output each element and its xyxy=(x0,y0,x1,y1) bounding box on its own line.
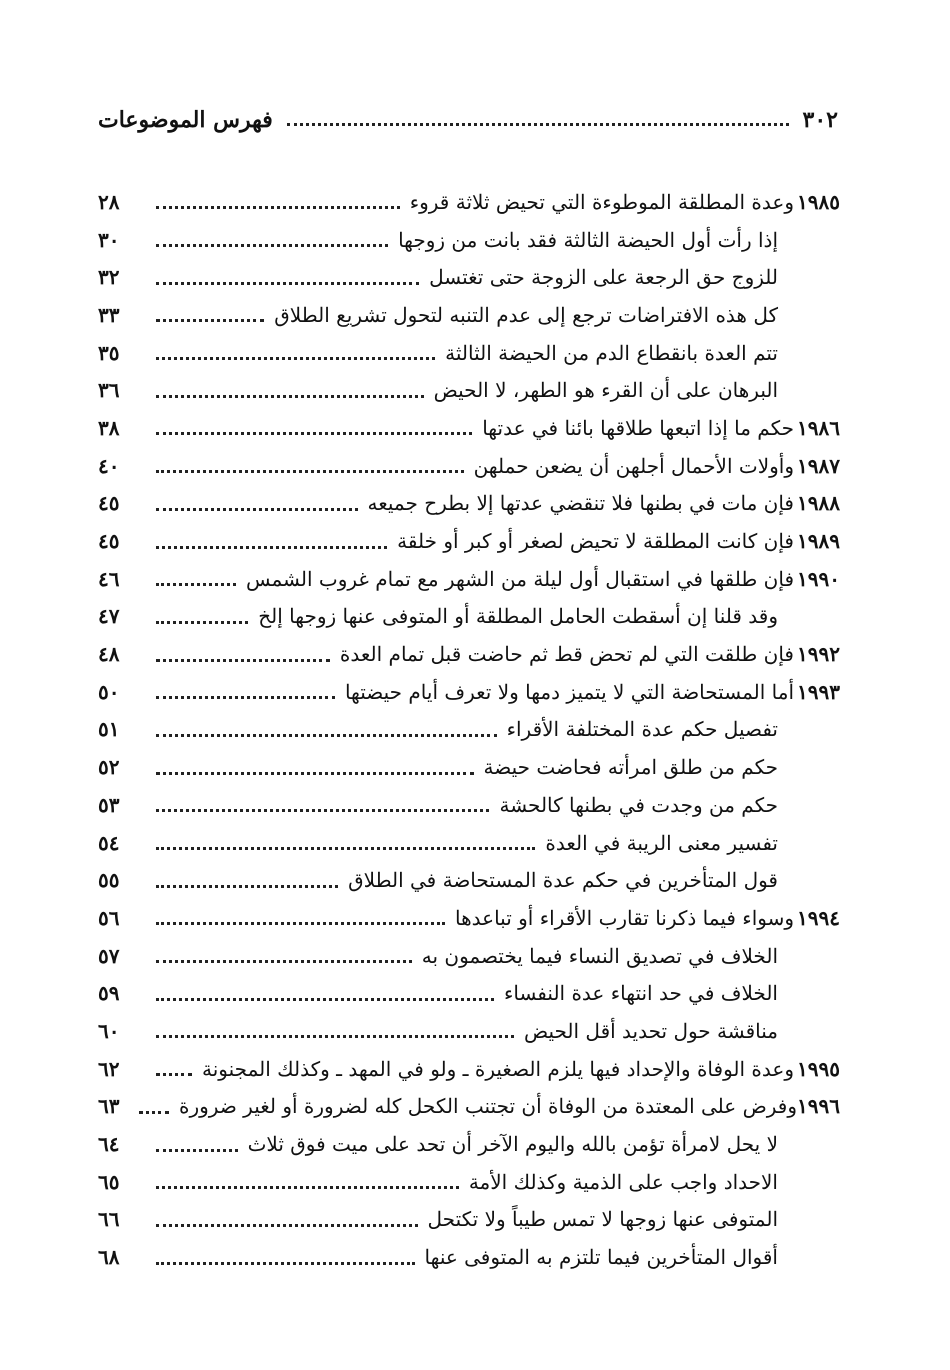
toc-entry xyxy=(98,522,840,560)
leader-dots xyxy=(156,357,435,360)
entry-page-number: ٤٥ xyxy=(98,529,120,554)
entry-title: الخلاف في تصديق النساء فيما يختصمون به xyxy=(421,943,778,968)
toc-entry xyxy=(98,296,840,334)
toc-entry xyxy=(98,711,840,749)
entry-title: البرهان على أن القرء هو الطهر، لا الحيض xyxy=(433,378,778,403)
entry-title: المتوفى عنها زوجها لا تمس طيباً ولا تكتحل xyxy=(427,1207,778,1232)
entry-number: ١٩٩٦ xyxy=(797,1094,840,1119)
entry-number: ١٩٨٩ xyxy=(797,529,840,554)
toc-entry xyxy=(98,258,840,296)
entry-title: أقوال المتأخرين فيما تلتزم به المتوفى عنها xyxy=(424,1245,778,1270)
leader-dots xyxy=(156,621,248,624)
leader-dots xyxy=(156,885,338,888)
table-of-contents xyxy=(98,183,840,1276)
leader-dots xyxy=(156,395,424,398)
entry-page-number: ٤٠ xyxy=(98,453,120,478)
header-leader-dots xyxy=(287,123,789,126)
entry-page-number: ٥١ xyxy=(98,717,120,742)
leader-dots xyxy=(156,1186,459,1189)
entry-page-number: ٥٧ xyxy=(98,943,120,968)
leader-dots xyxy=(156,809,489,812)
entry-page-number: ٣٣ xyxy=(98,302,120,327)
entry-title: حكم ما إذا اتبعها طلاقها بائنا في عدتها xyxy=(482,415,794,440)
toc-entry xyxy=(98,221,840,259)
entry-title: فإن كانت المطلقة لا تحيض لصغر أو كبر أو خلقة xyxy=(397,529,794,554)
toc-entry xyxy=(98,673,840,711)
entry-page-number: ٦٠ xyxy=(98,1018,120,1043)
entry-title: تتم العدة بانقطاع الدم من الحيضة الثالثة xyxy=(445,340,778,365)
entry-title: للزوج حق الرجعة على الزوجة حتى تغتسل xyxy=(429,265,778,290)
entry-page-number: ٦٣ xyxy=(98,1094,120,1119)
entry-page-number: ٣٥ xyxy=(98,340,120,365)
leader-dots xyxy=(156,1073,192,1076)
entry-page-number: ٢٨ xyxy=(98,189,120,214)
entry-page-number: ٥٥ xyxy=(98,868,120,893)
leader-dots xyxy=(156,772,474,775)
entry-number: ١٩٩٠ xyxy=(797,566,840,591)
entry-page-number: ٥٩ xyxy=(98,981,120,1006)
entry-page-number: ٥٢ xyxy=(98,755,120,780)
entry-number: ١٩٨٧ xyxy=(797,453,840,478)
leader-dots xyxy=(156,1149,238,1152)
entry-title: فإن مات في بطنها فلا تنقضي عدتها إلا بطرح جميعه xyxy=(367,491,794,516)
entry-title: وعدة المطلقة الموطوءة التي تحيض ثلاثة قروء xyxy=(409,189,794,214)
leader-dots xyxy=(156,583,236,586)
header-title: فهرس الموضوعات xyxy=(98,107,273,133)
entry-number: ١٩٩٥ xyxy=(797,1056,840,1081)
entry-page-number: ٦٤ xyxy=(98,1132,120,1157)
entry-page-number: ٣٨ xyxy=(98,415,120,440)
entry-title: قول المتأخرين في حكم عدة المستحاضة في الطلاق xyxy=(348,868,778,893)
entry-title: حكم من وجدت في بطنها كالحشة xyxy=(499,792,778,817)
entry-title: كل هذه الافتراضات ترجع إلى عدم التنبه لتحول تشريع الطلاق xyxy=(274,302,778,327)
entry-number: ١٩٨٥ xyxy=(797,189,840,214)
toc-entry xyxy=(98,1238,840,1276)
leader-dots xyxy=(156,432,472,435)
toc-entry xyxy=(98,598,840,636)
toc-entry xyxy=(98,1012,840,1050)
toc-entry xyxy=(98,1201,840,1239)
leader-dots xyxy=(156,696,335,699)
entry-title: تفسير معنى الريبة في العدة xyxy=(545,830,778,855)
leader-dots xyxy=(139,1111,169,1114)
toc-entry xyxy=(98,1163,840,1201)
entry-page-number: ٣٠ xyxy=(98,227,120,252)
entry-title: الاحداد واجب على الذمية وكذلك الأمة xyxy=(468,1169,778,1194)
entry-page-number: ٥٠ xyxy=(98,679,120,704)
toc-entry xyxy=(98,447,840,485)
toc-entry xyxy=(98,786,840,824)
leader-dots xyxy=(156,659,330,662)
toc-entry xyxy=(98,974,840,1012)
toc-entry xyxy=(98,899,840,937)
leader-dots xyxy=(156,847,535,850)
entry-page-number: ٣٢ xyxy=(98,265,120,290)
toc-entry xyxy=(98,183,840,221)
toc-entry xyxy=(98,1125,840,1163)
leader-dots xyxy=(156,734,497,737)
toc-entry xyxy=(98,748,840,786)
entry-page-number: ٤٥ xyxy=(98,491,120,516)
toc-entry xyxy=(98,409,840,447)
entry-page-number: ٤٧ xyxy=(98,604,120,629)
leader-dots xyxy=(156,319,264,322)
entry-page-number: ٦٥ xyxy=(98,1169,120,1194)
entry-title: فإن طلقها في استقبال أول ليلة من الشهر مع تمام غروب الشمس xyxy=(246,566,794,591)
entry-page-number: ٤٨ xyxy=(98,642,120,667)
toc-entry xyxy=(98,937,840,975)
entry-page-number: ٥٣ xyxy=(98,792,120,817)
entry-title: مناقشة حول تحديد أقل الحيض xyxy=(523,1018,778,1043)
toc-entry xyxy=(98,635,840,673)
entry-number: ١٩٩٣ xyxy=(797,679,840,704)
entry-title: لا يحل لامرأة تؤمن بالله واليوم الآخر أن تحد على ميت فوق ثلاث xyxy=(247,1132,778,1157)
entry-title: أما المستحاضة التي لا يتميز دمها ولا تعرف أيام حيضتها xyxy=(344,679,794,704)
entry-title: الخلاف في حد انتهاء عدة النفساء xyxy=(503,981,778,1006)
entry-page-number: ٦٢ xyxy=(98,1056,120,1081)
entry-page-number: ٦٦ xyxy=(98,1207,120,1232)
entry-page-number: ٣٦ xyxy=(98,378,120,403)
entry-number: ١٩٩٢ xyxy=(797,642,840,667)
toc-entry xyxy=(98,560,840,598)
entry-title: تفصيل حكم عدة المختلفة الأقراء xyxy=(506,717,778,742)
toc-entry xyxy=(98,334,840,372)
entry-title: إذا رأت أول الحيضة الثالثة فقد بانت من زوجها xyxy=(398,227,778,252)
toc-entry xyxy=(98,485,840,523)
entry-page-number: ٥٦ xyxy=(98,905,120,930)
entry-page-number: ٤٦ xyxy=(98,566,120,591)
entry-title: وأولات الأحمال أجلهن أن يضعن حملهن xyxy=(473,453,794,478)
leader-dots xyxy=(156,206,400,209)
leader-dots xyxy=(156,546,387,549)
page-header xyxy=(98,100,838,140)
entry-title: وفرض على المعتدة من الوفاة أن تجتنب الكحل كله لضرورة أو لغير ضرورة xyxy=(179,1094,798,1119)
leader-dots xyxy=(156,1262,415,1265)
leader-dots xyxy=(156,960,412,963)
entry-page-number: ٦٨ xyxy=(98,1245,120,1270)
toc-entry xyxy=(98,1088,840,1126)
entry-page-number: ٥٤ xyxy=(98,830,120,855)
toc-entry xyxy=(98,861,840,899)
entry-title: وعدة الوفاة والإحداد فيها يلزم الصغيرة ـ ولو في المهد ـ وكذلك المجنونة xyxy=(202,1056,794,1081)
page-number: ٣٠٢ xyxy=(802,107,838,133)
leader-dots xyxy=(156,1224,418,1227)
entry-number: ١٩٨٦ xyxy=(797,415,840,440)
toc-entry xyxy=(98,1050,840,1088)
leader-dots xyxy=(156,1035,514,1038)
entry-title: فإن طلقت التي لم تحض قط ثم حاضت قبل تمام العدة xyxy=(339,642,794,667)
leader-dots xyxy=(156,282,419,285)
entry-number: ١٩٨٨ xyxy=(797,491,840,516)
toc-entry xyxy=(98,824,840,862)
leader-dots xyxy=(156,922,445,925)
leader-dots xyxy=(156,470,464,473)
leader-dots xyxy=(156,244,388,247)
entry-number: ١٩٩٤ xyxy=(797,905,840,930)
entry-title: وقد قلنا إن أسقطت الحامل المطلقة أو المتوفى عنها زوجها إلخ xyxy=(258,604,778,629)
entry-title: وسواء فيما ذكرنا تقارب الأقراء أو تباعدها xyxy=(455,905,794,930)
leader-dots xyxy=(156,508,358,511)
entry-title: حكم من طلق امرأته فحاضت حيضة xyxy=(483,755,778,780)
toc-entry xyxy=(98,371,840,409)
leader-dots xyxy=(156,998,494,1001)
